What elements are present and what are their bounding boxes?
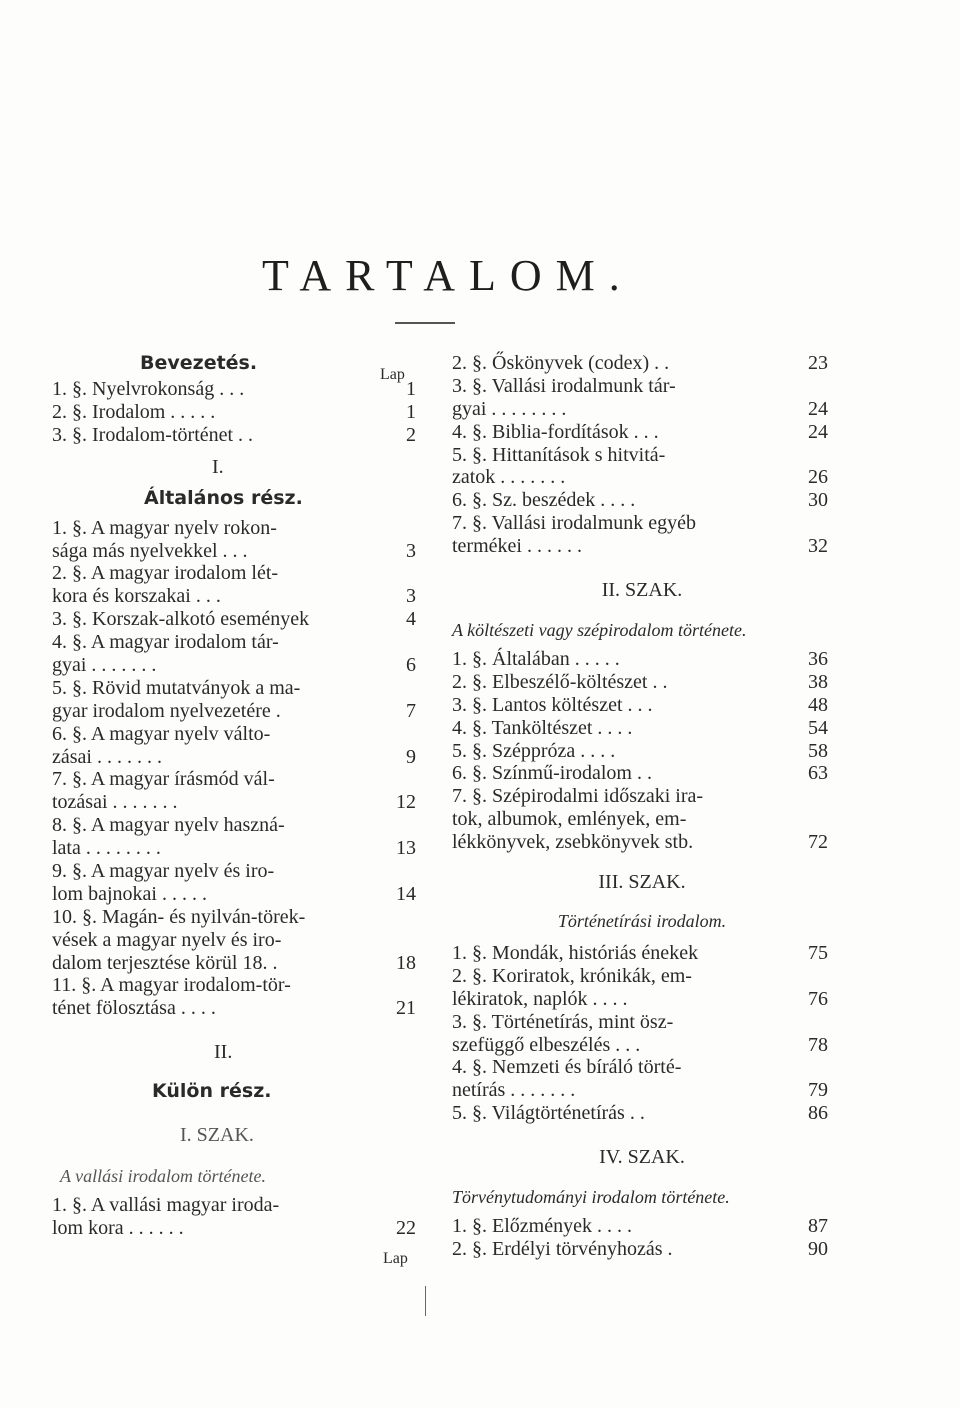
toc-entry-text: lékkönyvek, zsebkönyvek stb. (452, 831, 694, 854)
toc-entry-page: 38 (808, 670, 828, 693)
szak3-title: Történetírási irodalom. (557, 911, 727, 932)
part2-number: II. (214, 1041, 233, 1064)
toc-entry (52, 631, 424, 654)
toc-entry-text: dalom terjesztése körül 18. . (52, 951, 278, 974)
toc-entry (452, 1056, 832, 1079)
toc-entry-text: 3. §. Korszak-alkotó események (52, 608, 310, 631)
cont-list (452, 352, 832, 558)
toc-entry-page: 4 (406, 608, 416, 631)
toc-entry (52, 974, 424, 997)
toc-entry (52, 768, 424, 791)
toc-entry (452, 740, 832, 763)
toc-entry-text: gyai . . . . . . . (52, 654, 157, 677)
toc-entry (452, 1238, 832, 1261)
toc-entry-page: 36 (808, 648, 828, 671)
toc-entry (52, 654, 424, 677)
toc-entry (52, 814, 424, 837)
toc-entry (52, 860, 424, 883)
toc-entry-text: 2. §. Őskönyvek (codex) . . (452, 352, 670, 374)
toc-entry-text: gyai . . . . . . . . (452, 397, 567, 420)
toc-entry (452, 398, 832, 421)
toc-entry-page: 12 (396, 791, 416, 814)
column-divider (425, 1286, 426, 1316)
toc-entry-text: lékiratok, naplók . . . . (452, 987, 628, 1010)
toc-entry (452, 421, 832, 444)
page-title: TARTALOM. (262, 251, 634, 300)
toc-entry-text: 8. §. A magyar nyelv haszná- (52, 814, 285, 837)
toc-entry-text: 2. §. Irodalom . . . . . (52, 400, 216, 423)
toc-entry (52, 791, 424, 814)
toc-entry-page: 7 (406, 699, 416, 722)
toc-entry-text: 2. §. Erdélyi törvényhozás . (452, 1238, 673, 1261)
part2-heading: Külön rész. (152, 1080, 272, 1103)
part1-number: I. (212, 455, 224, 478)
toc-entry-text: lata . . . . . . . . (52, 837, 161, 860)
toc-entry (52, 1217, 424, 1240)
toc-entry-text: 4. §. Nemzeti és bíráló törté- (452, 1056, 682, 1079)
toc-entry (52, 929, 424, 952)
toc-entry-text: 3. §. Történetírás, mint ösz- (452, 1010, 674, 1033)
toc-entry-text: vések a magyar nyelv és iro- (52, 928, 282, 951)
toc-entry (52, 401, 424, 424)
toc-entry-text: tok, albumok, emlények, em- (452, 808, 687, 831)
toc-entry-text: 6. §. Sz. beszédek . . . . (452, 489, 636, 512)
toc-entry-page: 78 (808, 1033, 828, 1056)
toc-entry-text: 5. §. Rövid mutatványok a ma- (52, 676, 301, 699)
toc-entry-text: lom kora . . . . . . (52, 1217, 184, 1240)
toc-entry (52, 952, 424, 975)
toc-entry (52, 378, 424, 401)
toc-entry-page: 87 (808, 1215, 828, 1238)
toc-entry-text: 4. §. Tanköltészet . . . . (452, 716, 633, 739)
szak2-list (452, 648, 832, 854)
toc-entry (52, 562, 424, 585)
toc-entry (52, 883, 424, 906)
left-column (52, 348, 424, 1240)
toc-entry-text: gyar irodalom nyelvezetére . (52, 699, 281, 722)
toc-entry-page: 86 (808, 1102, 828, 1125)
toc-entry-text: 3. §. Irodalom-történet . . (52, 423, 254, 446)
intro-heading: Bevezetés. (140, 352, 258, 374)
toc-entry-text: 2. §. A magyar irodalom lét- (52, 562, 279, 585)
toc-entry-text: 1. §. A magyar nyelv rokon- (52, 516, 277, 539)
toc-entry (452, 489, 832, 512)
right-column (452, 352, 832, 1261)
toc-entry-text: 9. §. A magyar nyelv és iro- (52, 860, 275, 883)
toc-entry (452, 512, 832, 535)
toc-entry-page: 90 (808, 1238, 828, 1261)
toc-entry-text: 7. §. Vallási irodalmunk egyéb (452, 512, 697, 535)
toc-entry (52, 424, 424, 447)
toc-entry (52, 677, 424, 700)
toc-entry (452, 785, 832, 808)
toc-entry (452, 375, 832, 398)
toc-entry-page: 48 (808, 693, 828, 716)
toc-entry (52, 997, 424, 1020)
toc-entry-text: termékei . . . . . . (452, 535, 582, 558)
toc-entry (452, 808, 832, 831)
toc-entry-page: 21 (396, 997, 416, 1020)
szak1-heading: I. SZAK. (180, 1124, 254, 1147)
toc-entry-page: 24 (808, 420, 828, 443)
toc-entry-text: szefüggő elbeszélés . . . (452, 1033, 641, 1056)
toc-entry-text: 1. §. Előzmények . . . . (452, 1215, 632, 1238)
lap-label-2: Lap (383, 1250, 408, 1267)
toc-entry-page: 30 (808, 489, 828, 512)
toc-entry-page: 18 (396, 951, 416, 974)
toc-entry-page: 24 (808, 397, 828, 420)
toc-entry (452, 535, 832, 558)
toc-entry (452, 942, 832, 965)
toc-entry-page: 3 (406, 539, 416, 562)
toc-entry-text: zatok . . . . . . . (452, 466, 566, 489)
toc-entry (452, 831, 832, 854)
toc-entry-text: 5. §. Széppróza . . . . (452, 739, 616, 762)
toc-entry-text: 5. §. Hittanítások s hitvitá- (452, 443, 666, 466)
toc-entry (452, 444, 832, 467)
toc-entry (52, 540, 424, 563)
toc-entry (452, 1011, 832, 1034)
szak1-title: A vallási irodalom története. (60, 1166, 266, 1187)
toc-entry (452, 965, 832, 988)
toc-entry-text: sága más nyelvekkel . . . (52, 539, 248, 562)
toc-entry (452, 717, 832, 740)
toc-entry (52, 837, 424, 860)
toc-entry (52, 700, 424, 723)
toc-entry-text: ténet fölosztása . . . . (52, 997, 216, 1020)
toc-entry-page: 6 (406, 654, 416, 677)
toc-entry (452, 762, 832, 785)
title-rule (395, 322, 455, 324)
toc-entry-page: 1 (406, 378, 416, 400)
toc-entry (452, 466, 832, 489)
toc-entry (452, 988, 832, 1011)
toc-entry-text: 4. §. Biblia-fordítások . . . (452, 420, 659, 443)
toc-entry-text: 4. §. A magyar irodalom tár- (52, 631, 279, 654)
toc-entry (452, 1079, 832, 1102)
toc-entry (52, 746, 424, 769)
toc-entry-text: 2. §. Elbeszélő-költészet . . (452, 670, 668, 693)
toc-entry-page: 54 (808, 716, 828, 739)
toc-entry-page: 79 (808, 1079, 828, 1102)
toc-entry-text: kora és korszakai . . . (52, 585, 221, 608)
toc-entry-page: 3 (406, 585, 416, 608)
lap-label: Lap (380, 366, 405, 383)
toc-entry-text: 2. §. Koriratok, krónikák, em- (452, 964, 692, 987)
toc-entry-text: zásai . . . . . . . (52, 745, 162, 768)
toc-entry-text: 7. §. Szépirodalmi időszaki ira- (452, 785, 704, 808)
toc-entry-text: 11. §. A magyar irodalom-tör- (52, 974, 291, 997)
toc-entry-text: 3. §. Lantos költészet . . . (452, 693, 653, 716)
toc-entry (452, 1102, 832, 1125)
szak2-heading: II. SZAK. (601, 579, 683, 602)
szak3-heading: III. SZAK. (598, 871, 686, 894)
toc-entry-text: 1. §. A vallási magyar iroda- (52, 1194, 280, 1217)
toc-entry-text: netírás . . . . . . . (452, 1079, 576, 1102)
toc-entry-text: 1. §. Mondák, históriás énekek (452, 942, 699, 965)
toc-entry-text: 6. §. A magyar nyelv válto- (52, 722, 271, 745)
toc-entry-text: tozásai . . . . . . . (52, 791, 178, 814)
toc-entry-page: 26 (808, 466, 828, 489)
szak4-title: Törvénytudományi irodalom története. (452, 1187, 730, 1208)
part1-list (52, 517, 424, 1021)
toc-entry-text: 10. §. Magán- és nyilván-törek- (52, 905, 306, 928)
toc-entry (52, 906, 424, 929)
toc-entry-text: lom bajnokai . . . . . (52, 882, 207, 905)
toc-entry-page: 32 (808, 535, 828, 558)
toc-entry-text: 7. §. A magyar írásmód vál- (52, 768, 275, 791)
part1-heading: Általános rész. (144, 486, 303, 509)
toc-entry-page: 63 (808, 762, 828, 785)
toc-entry (452, 671, 832, 694)
toc-entry-page: 23 (808, 352, 828, 374)
intro-list (52, 378, 424, 447)
toc-entry (52, 1194, 424, 1217)
toc-entry-page: 1 (406, 400, 416, 423)
toc-entry (52, 608, 424, 631)
toc-entry-page: 72 (808, 831, 828, 854)
szak2-title: A költészeti vagy szépirodalom története. (452, 620, 747, 641)
toc-entry-page: 2 (406, 423, 416, 446)
toc-entry-text: 3. §. Vallási irodalmunk tár- (452, 374, 676, 397)
toc-entry-page: 58 (808, 739, 828, 762)
toc-entry-page: 9 (406, 745, 416, 768)
toc-entry-page: 75 (808, 942, 828, 965)
toc-entry-page: 13 (396, 837, 416, 860)
toc-entry-page: 14 (396, 882, 416, 905)
toc-entry (52, 585, 424, 608)
toc-entry (52, 723, 424, 746)
szak1-list (52, 1194, 424, 1240)
szak3-list (452, 942, 832, 1125)
toc-entry (452, 648, 832, 671)
toc-entry-text: 5. §. Világtörténetírás . . (452, 1102, 645, 1125)
toc-entry-text: 1. §. Általában . . . . . (452, 648, 620, 671)
toc-entry-page: 76 (808, 987, 828, 1010)
toc-entry-text: 1. §. Nyelvrokonság . . . (52, 378, 245, 400)
toc-entry-text: 6. §. Színmű-irodalom . . (452, 762, 652, 785)
toc-entry (452, 352, 832, 375)
toc-entry (52, 517, 424, 540)
toc-entry (452, 1034, 832, 1057)
szak4-heading: IV. SZAK. (599, 1146, 685, 1169)
toc-entry (452, 1215, 832, 1238)
szak4-list (452, 1215, 832, 1261)
toc-entry-page: 22 (396, 1217, 416, 1240)
toc-entry (452, 694, 832, 717)
